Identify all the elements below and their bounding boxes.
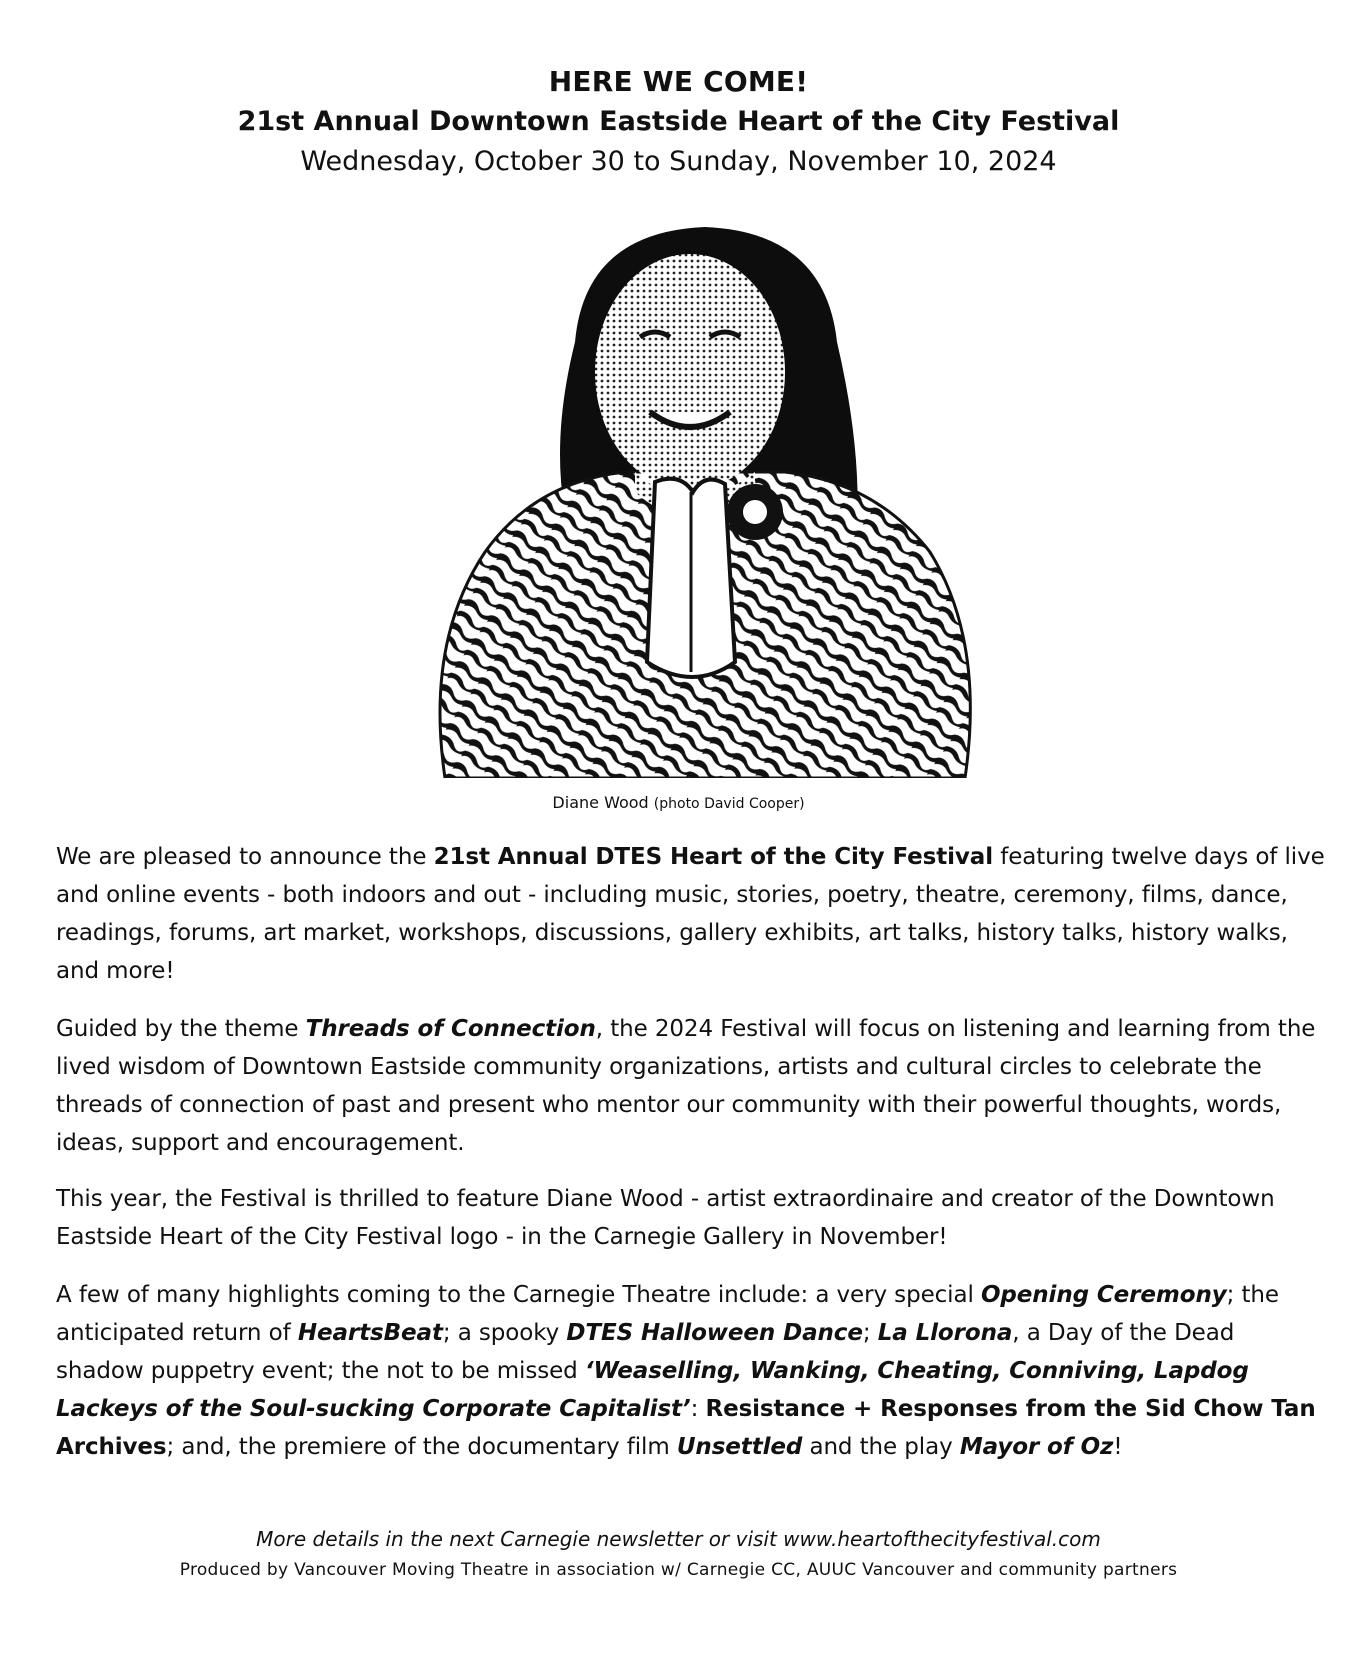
highlight-mayor-of-oz: Mayor of Oz [959,1434,1114,1460]
para2-text-2: , the 2024 Festival will focus on listening and learning from the lived wisdom of Downtown Eastside community organizations, artists and cultural circles to celebrate the threads of connection of past and present who mentor our community with their powerful thoughts, words, ideas, support and encouragement. [56,1016,1316,1156]
theme-paragraph [56,1010,1326,1162]
highlight-heartsbeat: HeartsBeat [297,1320,443,1346]
portrait-photo [425,222,985,778]
highlight-la-llorona: La Llorona [877,1320,1013,1346]
para4-text-2: ; the anticipated return of [56,1282,1279,1346]
highlight-opening-ceremony: Opening Ceremony [980,1282,1227,1308]
para1-text-2: featuring twelve days of live and online events - both indoors and out - including music, stories, poetry, theatre, ceremony, films, dance, readings, forums, art market, workshops, discussions, gallery exhibits, art talks, history talks, history walks, and more! [56,844,1325,984]
more-details-line: More details in the next Carnegie newsletter or visit www.heartofthecityfestival.com [256,1527,1101,1551]
caption-name: Diane Wood [552,793,649,812]
highlights-paragraph [56,1276,1326,1466]
para4-text-8: and the play [802,1434,960,1460]
festival-name-bold: 21st Annual DTES Heart of the City Festival [433,844,993,870]
featured-artist-paragraph [56,1180,1326,1256]
festival-name: 21st Annual Downtown Eastside Heart of the City Festival [237,106,1120,137]
announcement-paragraph [56,838,1326,990]
highlight-sid-chow-tan-archives: Resistance + Responses from the Sid Chow Tan Archives [56,1396,1316,1460]
para4-text-9: ! [1113,1434,1123,1460]
producer-credit: Produced by Vancouver Moving Theatre in association w/ Carnegie CC, AUUC Vancouver and community partners [179,1560,1178,1580]
flyer-footer [0,1522,1357,1584]
para4-text-3: ; a spooky [442,1320,567,1346]
highlight-unsettled: Unsettled [676,1434,803,1460]
para3-text: This year, the Festival is thrilled to feature Diane Wood - artist extraordinaire and creator of the Downtown Eastside Heart of the City Festival logo - in the Carnegie Gallery in November! [56,1186,1275,1250]
para2-text-1: Guided by the theme [56,1016,306,1042]
photo-caption [0,792,1357,815]
para4-text-7: ; and, the premiere of the documentary film [166,1434,677,1460]
para4-text-6: : [690,1396,706,1422]
flyer-title: HERE WE COME! [548,65,809,98]
flyer-header [0,62,1357,182]
highlight-weaselling: ‘Weaselling, Wanking, Cheating, Conniving, Lapdog Lackeys of the Soul-sucking Corporate Capitalist’ [56,1358,1249,1422]
para1-text-1: We are pleased to announce the [56,844,434,870]
theme-name: Threads of Connection [305,1016,596,1042]
caption-credit: (photo David Cooper) [653,796,805,812]
para4-text-4: ; [862,1320,878,1346]
festival-dates: Wednesday, October 30 to Sunday, November 10, 2024 [300,146,1057,177]
para4-text-1: A few of many highlights coming to the Carnegie Theatre include: a very special [56,1282,981,1308]
para4-text-5: , a Day of the Dead shadow puppetry event; the not to be missed [56,1320,1235,1384]
highlight-halloween-dance: DTES Halloween Dance [566,1320,863,1346]
